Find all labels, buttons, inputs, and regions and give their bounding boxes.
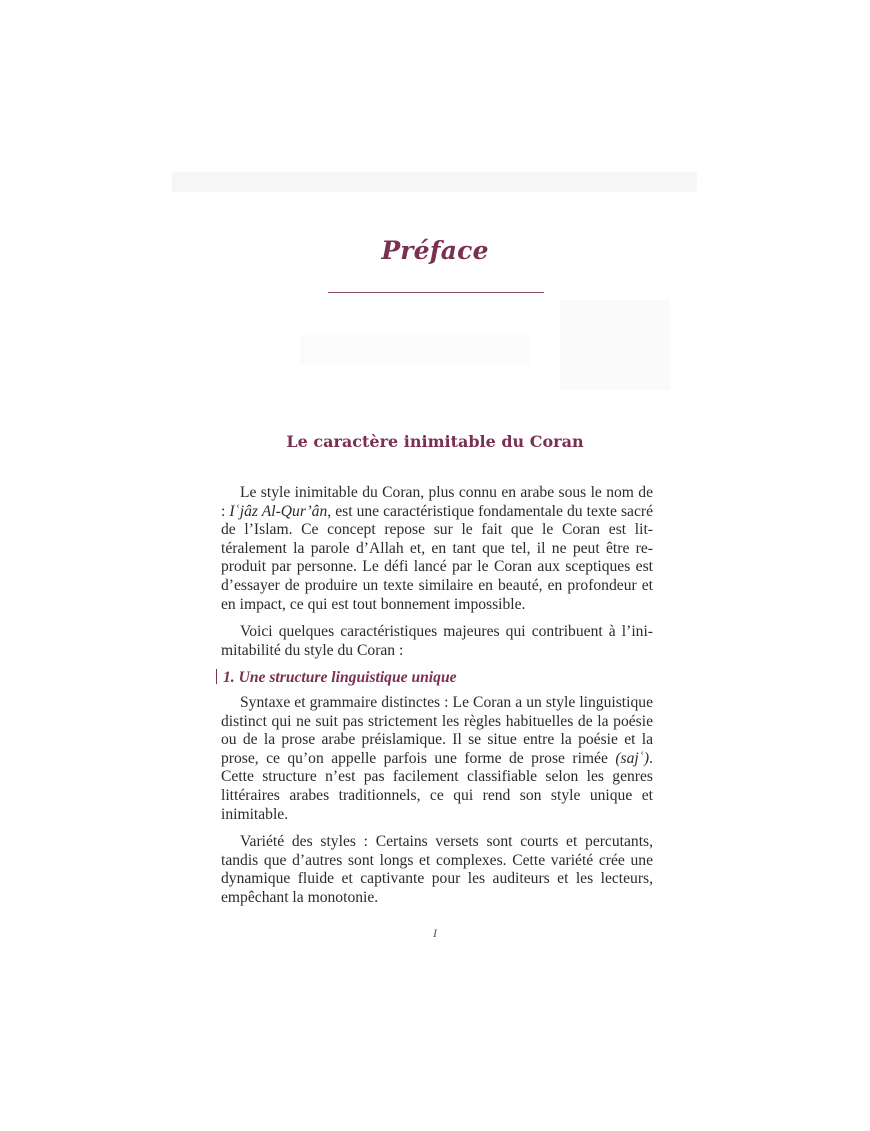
page-number: I <box>433 926 437 940</box>
body-text <box>221 484 653 916</box>
paragraph-intro-start: Le style inimitable du Coran, plus connu en arabe sous le nom de : <box>221 484 653 520</box>
subheading <box>216 669 653 688</box>
paragraph-intro <box>221 484 653 614</box>
paragraph-syntax <box>221 694 653 824</box>
arabic-term: (sajʿ) <box>615 749 650 767</box>
bleed-through-mark <box>560 300 670 390</box>
bleed-through-mark <box>172 172 697 192</box>
bleed-through-mark <box>300 335 530 365</box>
paragraph-variety: Variété des styles : Certains versets sont courts et percutants, tandis que d’autres sont longs et complexes. Cette variété crée une dynamique fluide et captivante pour les auditeurs et les lecteurs, empêchant la monotonie. <box>221 833 653 906</box>
paragraph-intro-end: , est une caractéristique fondamentale du texte sacré de l’Islam. Ce concept repose sur le fait que le Coran est littéralement la parole d’Allah et, en tant que tel, il ne peut être reproduit par personne. Le défi lancé par le Coran aux sceptiques est d’essayer de produire un texte similaire en beauté, en profondeur et en impact, ce qui est tout bonnement impossible. <box>221 502 653 613</box>
subheading-bar <box>216 669 217 684</box>
paragraph-syntax-start: Syntaxe et grammaire distinctes : Le Coran a un style linguistique distinct qui ne suit pas strictement les règles habituelles de la poésie ou de la prose arabe préislamique. Il se situe entre la poésie et la prose, ce qu’on appelle parfois une forme de prose rimée <box>221 693 653 767</box>
title-divider <box>328 292 544 293</box>
subheading-label: 1. Une structure linguistique unique <box>223 669 457 687</box>
arabic-term: Iʿjâz Al-Qur’ân <box>229 502 328 520</box>
paragraph-characteristics: Voici quelques caractéristiques majeures qui contribuent à l’inimitabilité du style du Coran : <box>221 623 653 659</box>
section-heading: Le caractère inimitable du Coran <box>286 432 584 451</box>
paragraph-syntax-end: . Cette structure n’est pas facilement classifiable selon les genres littéraires arabes traditionnels, ce qui rend son style unique et inimitable. <box>221 749 653 823</box>
page-title: Préface <box>381 236 489 265</box>
